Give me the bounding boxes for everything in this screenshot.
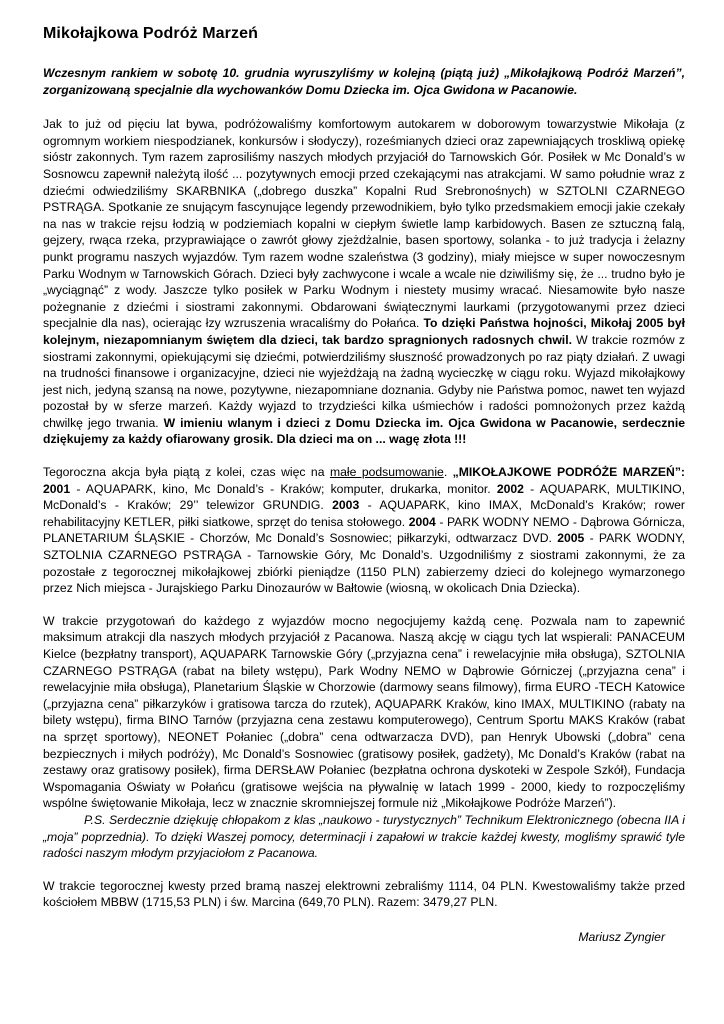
trip-report-paragraph: [43, 116, 685, 448]
year-2004: 2004: [408, 514, 436, 529]
year-2005: 2005: [557, 531, 585, 546]
thanks-text: W imieniu wlanym i dzieci z Domu Dziecka im. Ojca Gwidona w Pacanowie, serdecznie dziękujemy za każdy ofiarowany grosik. Dla dzieci ma on ... wagę złota !!!: [43, 415, 685, 447]
lead-paragraph: Wczesnym rankiem w sobotę 10. grudnia wyruszyliśmy w kolejną (piątą już) „Mikołajkową Podróż Marzeń”, zorganizowaną specjalnie dla wychowanków Domu Dziecka im. Ojca Gwidona w Pacanowie.: [43, 66, 685, 97]
paragraph-text: .: [443, 465, 453, 480]
collection-paragraph: W trakcie tegorocznej kwesty przed bramą naszej elektrowni zebraliśmy 1114, 04 PLN. Kwestowaliśmy także przed kościołem MBBW (1715,53 PLN) i św. Marcina (649,70 PLN). Razem: 3479,27 PLN.: [43, 878, 685, 910]
sponsors-paragraph: W trakcie przygotowań do każdego z wyjazdów mocno negocjujemy każdą cenę. Pozwala nam to zapewnić maksimum atrakcji dla naszych młodych przyjaciół z Pacanowa. Naszą akcję w ciągu tych lat wspierali: PANACEUM Kielce (bezpłatny transport), AQUAPARK Tarnowskie Góry („przyjazna cena” i rewelacyjnie miła obsługa), SZTOLNIA CZARNEGO PSTRĄGA (rabat na bilety wstępu), Park Wodny NEMO w Dąbrowie Górniczej („przyjazna cena” i rewelacyjnie miła obsługa), Planetarium Śląskie w Chorzowie (darmowy seans filmowy), firma EURO -TECH Katowice („przyjazna cena” piłkarzyków i gratisowa tarcza do rzutek), AQUAPARK Kraków, kino IMAX, MULTIKINO (rabaty na bilety wstępu), firma BINO Tarnów (przyjazna cena zestawu komputerowego), Centrum Sportu MAKS Kraków (rabat na sprzęt sportowy), NEONET Połaniec („dobra” cena odtwarzacza DVD), pan Henryk Ubowski („dobra” cena bezpiecznych i miłych podróży), Mc Donald’s Sosnowiec (gratisowy posiłek, gadżety), Mc Donald’s Kraków (rabat na zestawy oraz gratisowy posiłek), firma DERSŁAW Połaniec (bezpłatna ochrona dyskoteki w Zespole Szkół), Fundacja Wspomagania Oświaty w Połańcu (gratisowe wejścia na pływalnię w latach 1999 - 2000, kiedy to rozpoczęliśmy wspólne świętowanie Mikołaja, lecz w znacznie skromniejszej formule niż „Mikołajkowe Podróże Marzeń”).: [43, 613, 685, 811]
document-page: [43, 24, 685, 946]
paragraph-text: - PARK WODNY NEMO - Dąbrowa Górnicza, PLANETARIUM ŚLĄSKIE - Chorzów, Mc Donald’s Sosnowiec; piłkarzyki, odtwarzacz DVD.: [43, 514, 685, 546]
underlined-text: małe podsumowanie: [329, 465, 444, 480]
year-2003: 2003: [332, 498, 360, 513]
signature: Mariusz Zyngier: [578, 929, 665, 944]
paragraph-text: - PARK WODNY, SZTOLNIA CZARNEGO PSTRĄGA - Tarnowskie Góry, Mc Donald’s. Uzgodniliśmy z siostrami zakonnymi, że za pozostałe z tegorocznej mikołajkowej zbiórki pieniądze (1150 PLN) zabierzemy dzieci do kolejnego wymarzonego przez Nich miejsca - Jurajskiego Parku Dinozaurów w Bałtowie (wiosną, w okolicach Dnia Dziecka).: [43, 531, 685, 596]
page-title: Mikołajkowa Podróż Marzeń: [43, 25, 258, 42]
paragraph-text: - AQUAPARK, kino, Mc Donald’s - Kraków; komputer, drukarka, monitor.: [70, 481, 497, 496]
bold-text: To dzięki Państwa hojności, Mikołaj 2005 był kolejnym, niezapomnianym świętem dla dzieci, tak bardzo spragnionych radosnych chwil.: [43, 316, 685, 347]
postscript-paragraph: P.S. Serdecznie dziękuję chłopakom z klas „naukowo - turystycznych” Technikum Elektronicznego (obecna IIA i „moja” poprzednia). To dzięki Waszej pomocy, determinacji i zapałowi w trakcie każdej kwesty, mogliśmy sprawić tyle radości naszym młodym przyjaciołom z Pacanowa.: [43, 812, 685, 861]
summary-heading: „MIKOŁAJKOWE PODRÓŻE MARZEŃ”: 2001: [43, 465, 685, 496]
paragraph-text: - AQUAPARK, MULTIKINO, McDonald’s - Kraków; 29’’ telewizor GRUNDIG.: [43, 481, 685, 513]
summary-paragraph: [43, 464, 685, 597]
paragraph-text: Tegoroczna akcja była piątą z kolei, czas więc na: [43, 465, 330, 480]
year-2002: 2002: [496, 481, 524, 496]
paragraph-text: Jak to już od pięciu lat bywa, podróżowaliśmy komfortowym autokarem w doborowym towarzystwie Mikołaja (z ogromnym workiem niespodzianek, konkursów i słodyczy), roześmianych dzieci oraz zapewniających troskliwą opiekę sióstr zakonnych. Tym razem zaprosiliśmy naszych młodych przyjaciół do Tarnowskich Gór. Posiłek w Mc Donald’s w Sosnowcu zapewnił należytą ilość ... pozytywnych emocji przed czekającymi nas atrakcjami. W samo południe wraz z dziećmi odwiedziliśmy SKARBNIKA („dobrego duszka” Kopalni Rud Srebronośnych) w SZTOLNI CZARNEGO PSTRĄGA. Spotkanie ze snującym fascynujące legendy przewodnikiem, było tylko przedsmakiem emocji jakie czekały na nas w trakcie rejsu łodzią w podziemiach kopalni w ciepłym świetle lamp karbidowych. Basen ze sztuczną falą, gejzery, rwąca rzeka, przyprawiające o zawrót głowy zjeżdżalnie, basen sportowy, solanka - to już tradycja i żelazny punkt programu naszych wyjazdów. Tym razem wodne szaleństwa (3 godziny), miały miejsce w super nowoczesnym Parku Wodnym w Tarnowskich Górach. Dzieci były zachwycone i wcale a wcale nie dziwiliśmy się, że ... trudno było je „wyciągnąć” z wody. Jaszcze tylko posiłek w Parku Wodnym i niestety musimy wracać. Niesamowite było nasze pożegnanie z dziećmi i siostrami zakonnymi. Obdarowani świątecznymi laurkami (przygotowanymi przez dzieci specjalnie dla nas), ocierając łzy wzruszenia wracaliśmy do Połańca.: [43, 117, 685, 331]
paragraph-text: W trakcie rozmów z siostrami zakonnymi, opiekującymi się dziećmi, potwierdziliśmy słuszność prowadzonych po raz piąty działań. Z uwagi na trudności finansowe i organizacyjne, dzieci nie wyjeżdżają na żadną wycieczkę w ciągu roku. Wyjazd mikołajkowy jest nich, jedyną szansą na nowe, pozytywne, niezapomniane doznania. Gdyby nie Państwa pomoc, nawet ten wyjazd pozostał by w sferze marzeń. Każdy wyjazd to trzydzieści kilka uśmiechów i radości pomnożonych przez każdą chwilkę jego trwania.: [43, 332, 685, 430]
paragraph-text: - AQUAPARK, kino IMAX, McDonald’s Kraków; rower rehabilitacyjny KETLER, piłki siatkowe, sprzęt do tenisa stołowego.: [43, 498, 685, 529]
